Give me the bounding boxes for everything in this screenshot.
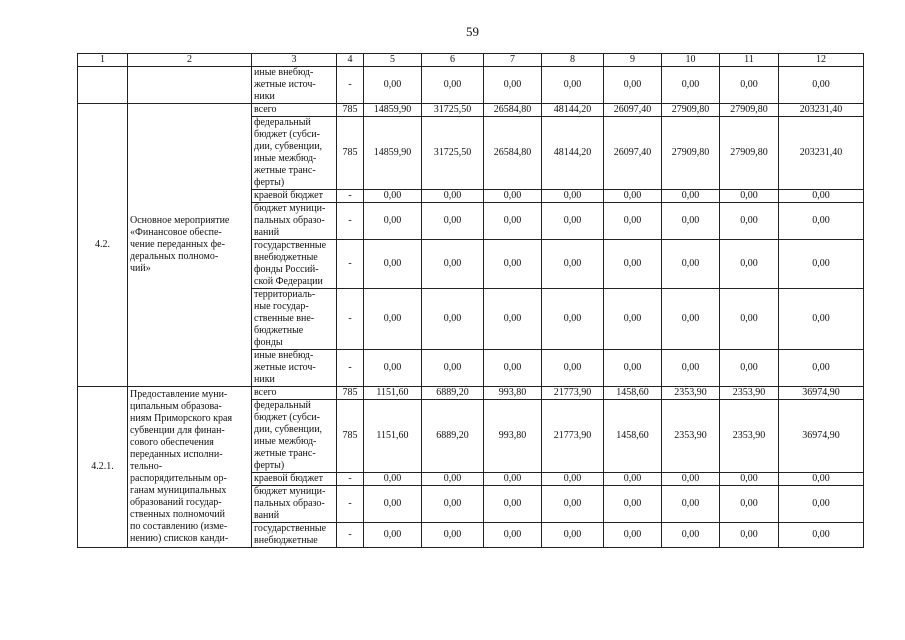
value-cell: 0,00 [542,523,604,548]
funding-source-label: территориаль- ные государ- ственные вне- бюджетные фонды [252,289,337,350]
value-cell: 14859,90 [364,117,422,190]
value-cell: 0,00 [364,523,422,548]
value-cell: 0,00 [604,190,662,203]
column-number-cell: 7 [484,54,542,67]
value-cell: 2353,90 [720,387,779,400]
value-cell: 36974,90 [779,400,864,473]
value-cell: 27909,80 [720,117,779,190]
column-number-cell: 4 [337,54,364,67]
value-cell: 0,00 [779,203,864,240]
value-cell: 0,00 [720,350,779,387]
value-cell: 1151,60 [364,400,422,473]
value-cell: 0,00 [542,203,604,240]
funding-source-label: государственные внебюджетные [252,523,337,548]
funding-source-label: бюджет муници- пальных образо- ваний [252,203,337,240]
value-cell: 27909,80 [662,117,720,190]
value-cell: 0,00 [484,203,542,240]
value-cell: 0,00 [484,67,542,104]
value-cell: 0,00 [484,523,542,548]
column-number-cell: 11 [720,54,779,67]
value-cell: 0,00 [604,473,662,486]
value-cell: 0,00 [364,67,422,104]
value-cell: 0,00 [604,486,662,523]
column-number-cell: 10 [662,54,720,67]
value-cell: 0,00 [364,240,422,289]
value-cell: 26584,80 [484,104,542,117]
value-cell: 0,00 [422,67,484,104]
funding-source-label: всего [252,104,337,117]
value-cell: 0,00 [662,240,720,289]
value-cell: 0,00 [779,289,864,350]
value-cell: 0,00 [422,523,484,548]
value-cell: 203231,40 [779,104,864,117]
value-cell: 31725,50 [422,117,484,190]
code-cell: - [337,190,364,203]
value-cell: 48144,20 [542,104,604,117]
code-cell: 785 [337,117,364,190]
code-cell: - [337,350,364,387]
section-name-text: Основное мероприятие «Финансовое обеспе- чение переданных фе- деральных полномо- чий» [130,215,230,274]
value-cell: 0,00 [720,203,779,240]
funding-source-label: бюджет муници- пальных образо- ваний [252,486,337,523]
value-cell: 0,00 [604,350,662,387]
value-cell: 27909,80 [662,104,720,117]
section-name [128,67,252,104]
code-cell: - [337,473,364,486]
value-cell: 0,00 [542,473,604,486]
value-cell: 993,80 [484,387,542,400]
header-row [78,54,864,67]
section-name-text: Предоставление муни- ципальным образова- ниям Приморского края субвенции для финан- сового обеспечения переданных исполни- тельно- распорядительным ор- ганам муниципальных образований государ- ственных полномочий по составлению (изме- нению) списков канди- [130,389,233,544]
column-number-cell: 9 [604,54,662,67]
code-cell: - [337,523,364,548]
value-cell: 0,00 [604,67,662,104]
value-cell: 0,00 [364,289,422,350]
value-cell: 0,00 [720,486,779,523]
funding-source-label: иные внебюд- жетные источ- ники [252,350,337,387]
column-number-cell: 3 [252,54,337,67]
section-code: 4.2. [78,104,128,387]
column-number-cell: 5 [364,54,422,67]
value-cell: 0,00 [662,67,720,104]
funding-source-label: всего [252,387,337,400]
value-cell: 0,00 [542,350,604,387]
code-cell: - [337,67,364,104]
column-number-cell: 2 [128,54,252,67]
value-cell: 0,00 [364,203,422,240]
value-cell: 0,00 [779,190,864,203]
table-row [78,67,864,104]
value-cell: 0,00 [662,523,720,548]
value-cell: 0,00 [662,203,720,240]
value-cell: 0,00 [364,190,422,203]
code-cell: 785 [337,104,364,117]
code-cell: 785 [337,387,364,400]
code-cell: - [337,486,364,523]
code-cell: - [337,289,364,350]
value-cell: 26097,40 [604,104,662,117]
value-cell: 0,00 [422,473,484,486]
value-cell: 0,00 [422,350,484,387]
value-cell: 0,00 [364,486,422,523]
value-cell: 27909,80 [720,104,779,117]
value-cell: 0,00 [720,473,779,486]
value-cell: 993,80 [484,400,542,473]
value-cell: 21773,90 [542,400,604,473]
value-cell: 2353,90 [662,387,720,400]
value-cell: 0,00 [720,289,779,350]
value-cell: 0,00 [484,240,542,289]
value-cell: 1458,60 [604,387,662,400]
value-cell: 0,00 [779,486,864,523]
value-cell: 0,00 [604,289,662,350]
value-cell: 36974,90 [779,387,864,400]
code-cell: - [337,240,364,289]
value-cell: 48144,20 [542,117,604,190]
section-name [128,387,252,548]
table-row [78,387,864,400]
code-cell: - [337,203,364,240]
value-cell: 0,00 [422,486,484,523]
page-number: 59 [466,24,479,39]
value-cell: 0,00 [484,473,542,486]
code-cell: 785 [337,400,364,473]
value-cell: 0,00 [364,473,422,486]
column-number-cell: 8 [542,54,604,67]
value-cell: 0,00 [720,67,779,104]
value-cell: 0,00 [604,240,662,289]
value-cell: 26584,80 [484,117,542,190]
value-cell: 0,00 [779,350,864,387]
value-cell: 21773,90 [542,387,604,400]
value-cell: 0,00 [542,240,604,289]
funding-source-label: федеральный бюджет (субси- дии, субвенции, иные межбюд- жетные транс- ферты) [252,117,337,190]
value-cell: 2353,90 [720,400,779,473]
value-cell: 0,00 [422,240,484,289]
funding-source-label: иные внебюд- жетные источ- ники [252,67,337,104]
section-name [128,104,252,387]
column-number-cell: 6 [422,54,484,67]
table-body [78,54,864,548]
value-cell: 0,00 [484,190,542,203]
section-code: 4.2.1. [78,387,128,548]
value-cell: 0,00 [662,190,720,203]
funding-source-label: федеральный бюджет (субси- дии, субвенции, иные межбюд- жетные транс- ферты) [252,400,337,473]
value-cell: 0,00 [542,67,604,104]
value-cell: 0,00 [779,67,864,104]
value-cell: 0,00 [422,203,484,240]
value-cell: 0,00 [422,289,484,350]
value-cell: 0,00 [542,190,604,203]
funding-source-label: краевой бюджет [252,190,337,203]
value-cell: 0,00 [662,289,720,350]
value-cell: 0,00 [779,523,864,548]
value-cell: 0,00 [662,486,720,523]
value-cell: 0,00 [542,289,604,350]
value-cell: 0,00 [484,350,542,387]
value-cell: 1151,60 [364,387,422,400]
value-cell: 0,00 [662,473,720,486]
value-cell: 0,00 [422,190,484,203]
value-cell: 14859,90 [364,104,422,117]
value-cell: 2353,90 [662,400,720,473]
value-cell: 0,00 [662,350,720,387]
value-cell: 0,00 [604,203,662,240]
funding-source-label: государственные внебюджетные фонды Россий- ской Федерации [252,240,337,289]
value-cell: 31725,50 [422,104,484,117]
table-row [78,104,864,117]
funding-source-label: краевой бюджет [252,473,337,486]
value-cell: 6889,20 [422,387,484,400]
value-cell: 6889,20 [422,400,484,473]
value-cell: 203231,40 [779,117,864,190]
value-cell: 0,00 [720,240,779,289]
section-code [78,67,128,104]
value-cell: 0,00 [484,289,542,350]
value-cell: 0,00 [484,486,542,523]
value-cell: 0,00 [720,523,779,548]
value-cell: 0,00 [542,486,604,523]
value-cell: 0,00 [720,190,779,203]
budget-table [77,53,864,548]
value-cell: 0,00 [779,473,864,486]
value-cell: 1458,60 [604,400,662,473]
column-number-cell: 12 [779,54,864,67]
value-cell: 26097,40 [604,117,662,190]
value-cell: 0,00 [604,523,662,548]
value-cell: 0,00 [779,240,864,289]
column-number-cell: 1 [78,54,128,67]
value-cell: 0,00 [364,350,422,387]
